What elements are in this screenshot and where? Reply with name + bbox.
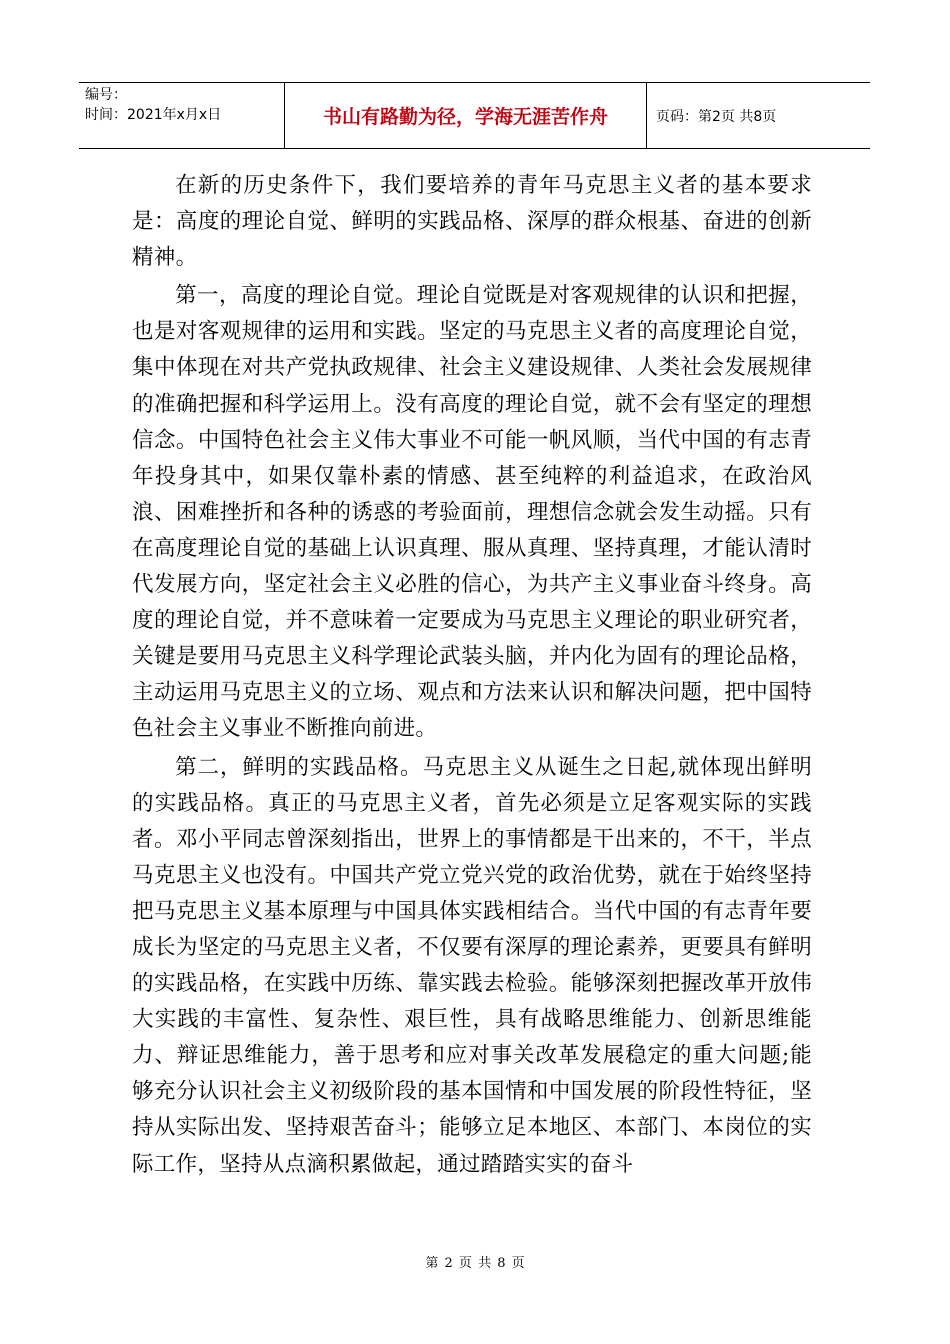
footer-gong: 共 [478,1256,492,1271]
footer-page-number: 2 [444,1256,453,1271]
header-meta [79,83,284,148]
paragraph-practice: 第二，鲜明的实践品格。马克思主义从诞生之日起,就体现出鲜明的实践品格。真正的马克思主义者，首先必须是立足客观实际的实践者。邓小平同志曾深刻指出，世界上的事情都是干出来的，不干，半点马克思主义也没有。中国共产党立党兴党的政治优势，就在于始终坚持把马克思主义基本原理与中国具体实践相结合。当代中国的有志青年要成长为坚定的马克思主义者，不仅要有深厚的理论素养，更要具有鲜明的实践品格，在实践中历练、靠实践去检验。能够深刻把握改革开放伟大实践的丰富性、复杂性、艰巨性，具有战略思维能力、创新思维能力、辩证思维能力，善于思考和应对事关改革发展稳定的重大问题;能够充分认识社会主义初级阶段的基本国情和中国发展的阶段性特征，坚持从实际出发、坚持艰苦奋斗；能够立足本地区、本部门、本岗位的实际工作，坚持从点滴积累做起，通过踏踏实实的奋斗 [132,754,812,1177]
paragraph-intro: 在新的历史条件下，我们要培养的青年马克思主义者的基本要求是：高度的理论自觉、鲜明的实践品格、深厚的群众根基、奋进的创新精神。 [132,173,812,271]
header-page-info: 页码：第2页 共8页 [656,108,777,125]
header-motto: 书山有路勤为径，学海无涯苦作舟 [284,83,647,148]
footer-di: 第 [425,1256,439,1271]
paragraph-theory: 第一，高度的理论自觉。理论自觉既是对客观规律的认识和把握，也是对客观规律的运用和实践。坚定的马克思主义者的高度理论自觉，集中体现在对共产党执政规律、社会主义建设规律、人类社会发展规律的准确把握和科学运用上。没有高度的理论自觉，就不会有坚定的理想信念。中国特色社会主义伟大事业不可能一帆风顺，当代中国的有志青年投身其中，如果仅靠朴素的情感、甚至纯粹的利益追求，在政治风浪、困难挫折和各种的诱惑的考验面前，理想信念就会发生动摇。只有在高度理论自觉的基础上认识真理、服从真理、坚持真理，才能认清时代发展方向，坚定社会主义必胜的信心，为共产主义事业奋斗终身。高度的理论自觉，并不意味着一定要成为马克思主义理论的职业研究者，关键是要用马克思主义科学理论武装头脑，并内化为固有的理论品格，主动运用马克思主义的立场、观点和方法来认识和解决问题，把中国特色社会主义事业不断推向前进。 [132,283,812,742]
page-footer [0,1252,950,1271]
footer-ye2: 页 [511,1256,525,1271]
number-label: 编号： [85,87,127,103]
footer-ye: 页 [458,1256,472,1271]
footer-total-pages: 8 [497,1256,506,1271]
page-header [79,82,870,149]
time-label: 时间：2021年x月x日 [85,107,222,123]
document-body [132,168,812,1185]
